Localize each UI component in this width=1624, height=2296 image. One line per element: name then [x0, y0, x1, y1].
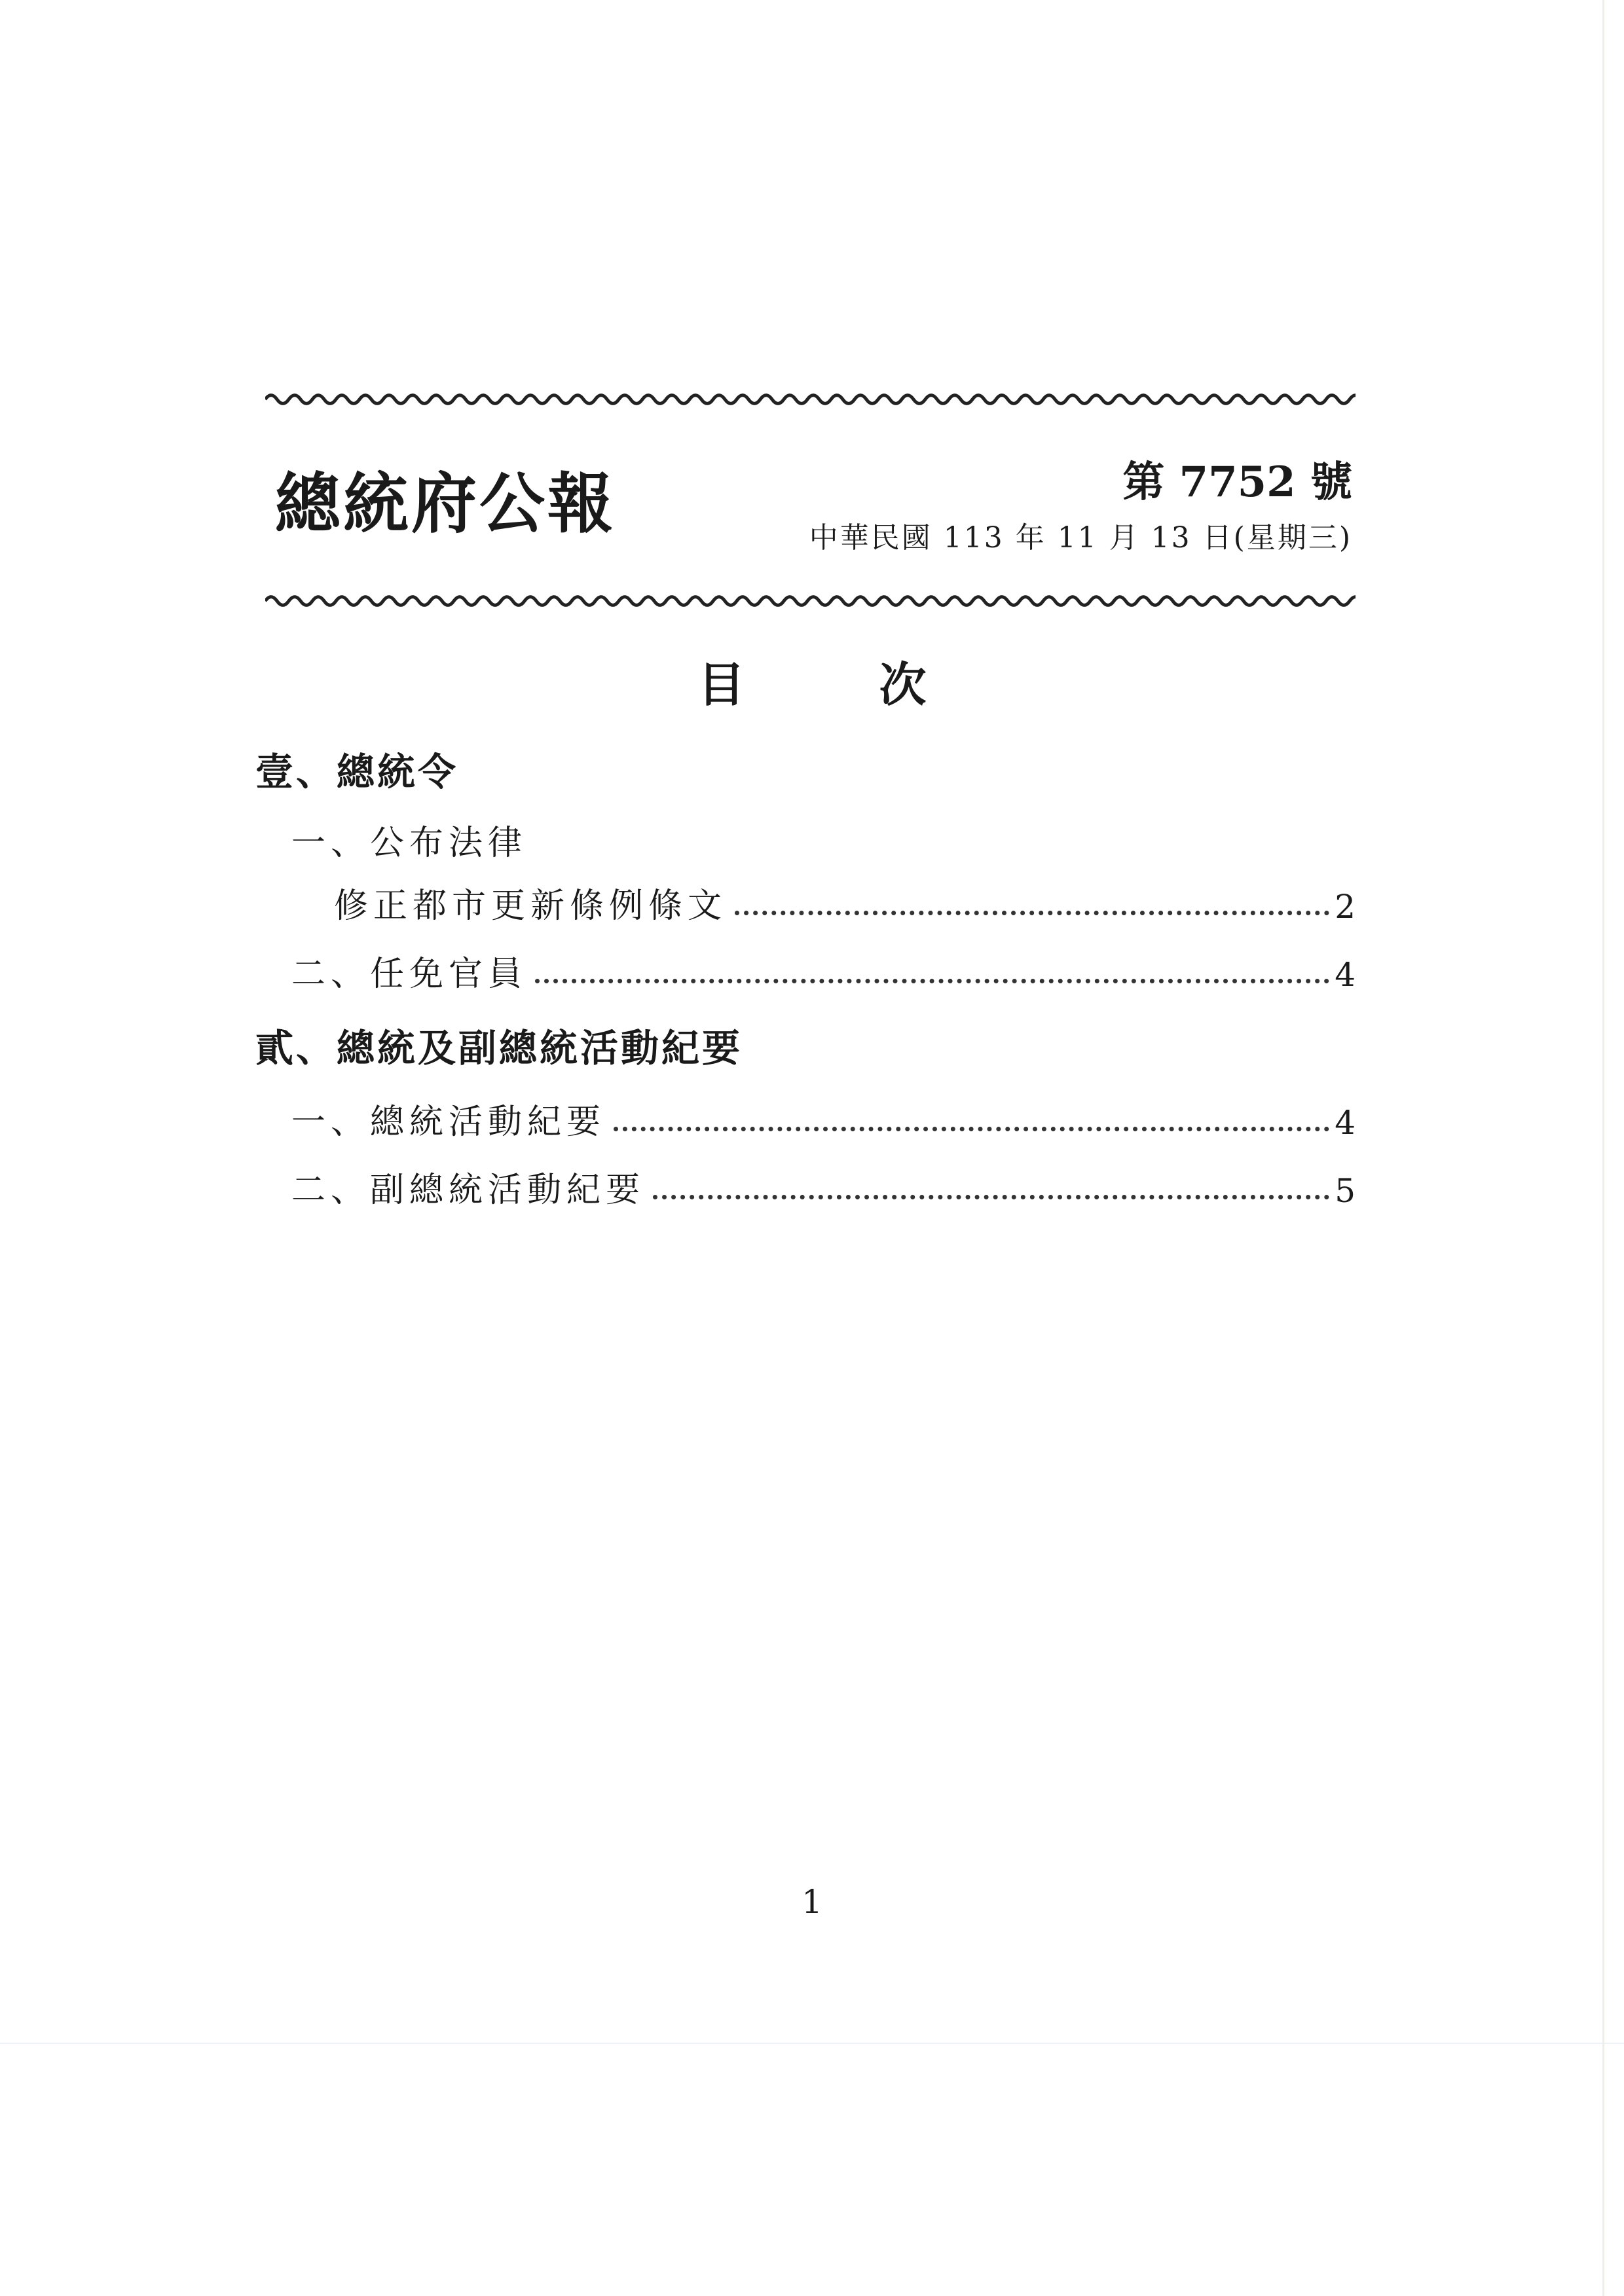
toc-entry-page: 2	[1335, 888, 1356, 926]
toc-entry-label: 二、副總統活動紀要	[291, 1171, 646, 1210]
dot-leader	[535, 979, 1329, 983]
issue-number: 第 7752 號	[1122, 458, 1352, 507]
toc-title: 目 次	[697, 657, 927, 712]
bottom-wavy-rule	[265, 588, 1356, 614]
toc-entry-president-activities[interactable]	[291, 1102, 1356, 1142]
toc-entry-page: 5	[1335, 1172, 1356, 1210]
scan-right-edge	[1602, 0, 1604, 2296]
toc-entry-vice-president-activities[interactable]	[291, 1171, 1356, 1210]
masthead-title: 總統府公報	[275, 465, 616, 542]
dot-leader	[653, 1195, 1329, 1199]
toc-entry-page: 4	[1335, 956, 1356, 994]
section-heading-2: 貳、總統及副總統活動紀要	[255, 1026, 743, 1070]
toc-entry-label: 二、任免官員	[291, 955, 528, 994]
toc-item-publish-law: 一、公布法律	[291, 824, 528, 863]
toc-entry-label: 一、總統活動紀要	[291, 1102, 606, 1142]
top-wavy-rule	[265, 386, 1356, 412]
toc-entry-label: 修正都市更新條例條文	[334, 886, 728, 926]
toc-entry-urban-renewal[interactable]	[334, 886, 1356, 926]
dot-leader	[735, 911, 1329, 915]
toc-entry-appointments[interactable]	[291, 955, 1356, 994]
scan-edge-line	[0, 2043, 1624, 2044]
issue-date: 中華民國 113 年 11 月 13 日(星期三)	[809, 521, 1352, 555]
section-heading-1: 壹、總統令	[255, 750, 459, 794]
dot-leader	[614, 1127, 1329, 1131]
page-number: 1	[802, 1883, 822, 1921]
toc-entry-page: 4	[1335, 1104, 1356, 1142]
